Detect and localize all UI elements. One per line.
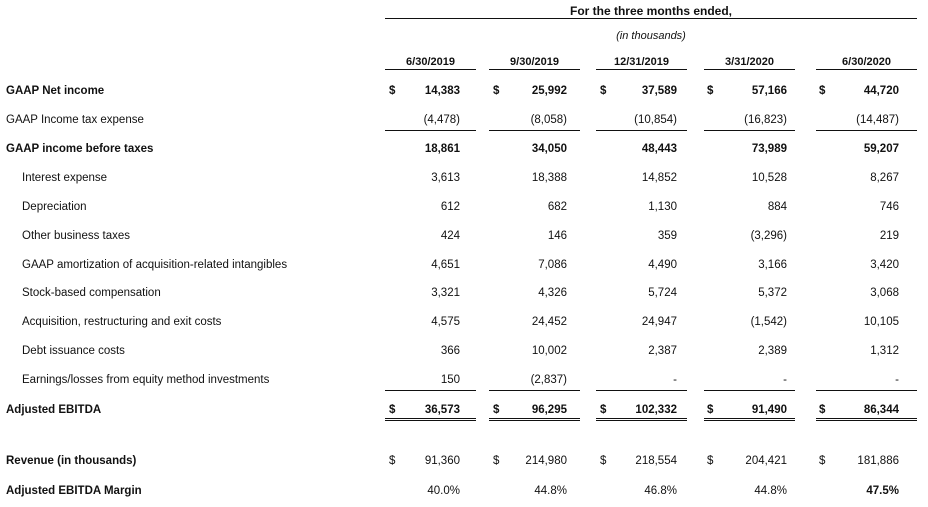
table-row [0, 169, 928, 189]
cell-value: 57,166 [751, 85, 787, 97]
cell-value: (1,542) [750, 316, 787, 328]
cell-value: 59,207 [863, 143, 899, 155]
cell-value: 4,326 [538, 287, 567, 299]
underline-rule [489, 130, 580, 131]
row-label: Stock-based compensation [22, 287, 161, 299]
table-row [0, 256, 928, 276]
currency-symbol: $ [493, 404, 500, 416]
table-row [0, 82, 928, 102]
cell-value: (16,823) [744, 114, 787, 126]
underline-rule [385, 130, 476, 131]
cell-value: 1,130 [648, 201, 677, 213]
cell-value: 884 [767, 201, 787, 213]
cell-value: 5,724 [648, 287, 677, 299]
cell-value: 14,383 [424, 85, 460, 97]
double-underline-rule [385, 418, 476, 421]
cell-value: 4,575 [431, 316, 460, 328]
cell-value: 4,651 [431, 259, 460, 271]
cell-value: 2,389 [758, 345, 787, 357]
cell-value: 44.8% [754, 485, 787, 497]
currency-symbol: $ [819, 85, 826, 97]
cell-value: 46.8% [644, 485, 677, 497]
cell-value: 4,490 [648, 259, 677, 271]
table-row [0, 342, 928, 362]
cell-value: 3,166 [758, 259, 787, 271]
row-label: Interest expense [22, 172, 108, 184]
cell-value: (3,296) [750, 230, 787, 242]
table-header-subtitle: (in thousands) [616, 30, 686, 42]
cell-value: 7,086 [538, 259, 567, 271]
cell-value: 24,947 [641, 316, 677, 328]
cell-value: (4,478) [423, 114, 460, 126]
currency-symbol: $ [389, 85, 396, 97]
underline-rule [816, 390, 917, 391]
cell-value: 424 [440, 230, 460, 242]
row-label: GAAP income before taxes [6, 143, 154, 155]
row-label: GAAP Net income [6, 85, 105, 97]
table-header-title: For the three months ended, [569, 4, 732, 18]
cell-value: 3,068 [870, 287, 899, 299]
cell-value: 219 [879, 230, 899, 242]
cell-value: 37,589 [641, 85, 677, 97]
cell-value: 682 [547, 201, 567, 213]
cell-value: 44,720 [863, 85, 899, 97]
table-row [0, 227, 928, 247]
cell-value: 8,267 [870, 172, 899, 184]
underline-rule [385, 390, 476, 391]
row-label: Depreciation [22, 201, 87, 213]
period-header: 3/31/2020 [704, 56, 795, 70]
cell-value: 47.5% [866, 485, 899, 497]
table-row [0, 198, 928, 218]
row-label: Acquisition, restructuring and exit costs [22, 316, 222, 328]
period-header: 6/30/2020 [816, 56, 917, 70]
period-header-row [0, 56, 928, 70]
header-rule [385, 18, 917, 19]
cell-value: 612 [440, 201, 460, 213]
cell-value: 214,980 [525, 455, 567, 467]
currency-symbol: $ [493, 85, 500, 97]
table-row [0, 140, 928, 160]
cell-value: 218,554 [635, 455, 677, 467]
cell-value: 2,387 [648, 345, 677, 357]
cell-value: 3,613 [431, 172, 460, 184]
cell-value: 96,295 [531, 404, 567, 416]
cell-value: 102,332 [635, 404, 677, 416]
table-row [0, 313, 928, 333]
cell-value: 5,372 [758, 287, 787, 299]
cell-value: 14,852 [641, 172, 677, 184]
period-header: 6/30/2019 [385, 56, 476, 70]
row-label: Earnings/losses from equity method investments [22, 374, 270, 386]
cell-value: 746 [879, 201, 899, 213]
row-label: Other business taxes [22, 230, 131, 242]
table-row [0, 371, 928, 391]
currency-symbol: $ [389, 404, 396, 416]
cell-value: 366 [440, 345, 460, 357]
cell-value: (10,854) [634, 114, 677, 126]
underline-rule [596, 130, 687, 131]
cell-value: 44.8% [534, 485, 567, 497]
cell-value: 73,989 [751, 143, 787, 155]
cell-value: (8,058) [530, 114, 567, 126]
cell-value: 86,344 [863, 404, 899, 416]
cell-value: 48,443 [641, 143, 677, 155]
cell-value: 40.0% [427, 485, 460, 497]
table-row [0, 452, 928, 472]
cell-value: 359 [657, 230, 677, 242]
underline-rule [704, 130, 795, 131]
cell-value: 3,420 [870, 259, 899, 271]
row-label: Adjusted EBITDA [6, 404, 102, 416]
cell-value: (2,837) [530, 374, 567, 386]
table-row [0, 284, 928, 304]
currency-symbol: $ [600, 404, 607, 416]
row-label: GAAP amortization of acquisition-related intangibles [22, 259, 288, 271]
cell-value: - [783, 374, 787, 386]
underline-rule [704, 390, 795, 391]
currency-symbol: $ [707, 455, 714, 467]
table-row [0, 401, 928, 421]
currency-symbol: $ [819, 455, 826, 467]
table-row [0, 111, 928, 131]
cell-value: 34,050 [531, 143, 567, 155]
cell-value: 10,528 [751, 172, 787, 184]
double-underline-rule [816, 418, 917, 421]
cell-value: 181,886 [857, 455, 899, 467]
cell-value: 1,312 [870, 345, 899, 357]
currency-symbol: $ [707, 85, 714, 97]
cell-value: 18,861 [424, 143, 460, 155]
period-header: 9/30/2019 [489, 56, 580, 70]
row-label: Debt issuance costs [22, 345, 125, 357]
underline-rule [596, 390, 687, 391]
currency-symbol: $ [600, 455, 607, 467]
double-underline-rule [704, 418, 795, 421]
currency-symbol: $ [707, 404, 714, 416]
cell-value: 91,360 [424, 455, 460, 467]
currency-symbol: $ [819, 404, 826, 416]
cell-value: 146 [547, 230, 567, 242]
underline-rule [816, 130, 917, 131]
table-row [0, 482, 928, 502]
cell-value: 204,421 [745, 455, 787, 467]
row-label: GAAP Income tax expense [6, 114, 144, 126]
cell-value: 3,321 [431, 287, 460, 299]
cell-value: (14,487) [856, 114, 899, 126]
cell-value: 24,452 [531, 316, 567, 328]
cell-value: - [895, 374, 899, 386]
cell-value: 10,002 [531, 345, 567, 357]
currency-symbol: $ [389, 455, 396, 467]
row-label: Revenue (in thousands) [6, 455, 137, 467]
underline-rule [489, 390, 580, 391]
cell-value: 91,490 [751, 404, 787, 416]
cell-value: - [673, 374, 677, 386]
double-underline-rule [489, 418, 580, 421]
cell-value: 25,992 [531, 85, 567, 97]
period-header: 12/31/2019 [596, 56, 687, 70]
cell-value: 36,573 [424, 404, 460, 416]
cell-value: 10,105 [863, 316, 899, 328]
currency-symbol: $ [600, 85, 607, 97]
double-underline-rule [596, 418, 687, 421]
cell-value: 150 [440, 374, 460, 386]
currency-symbol: $ [493, 455, 500, 467]
row-label: Adjusted EBITDA Margin [6, 485, 142, 497]
cell-value: 18,388 [531, 172, 567, 184]
